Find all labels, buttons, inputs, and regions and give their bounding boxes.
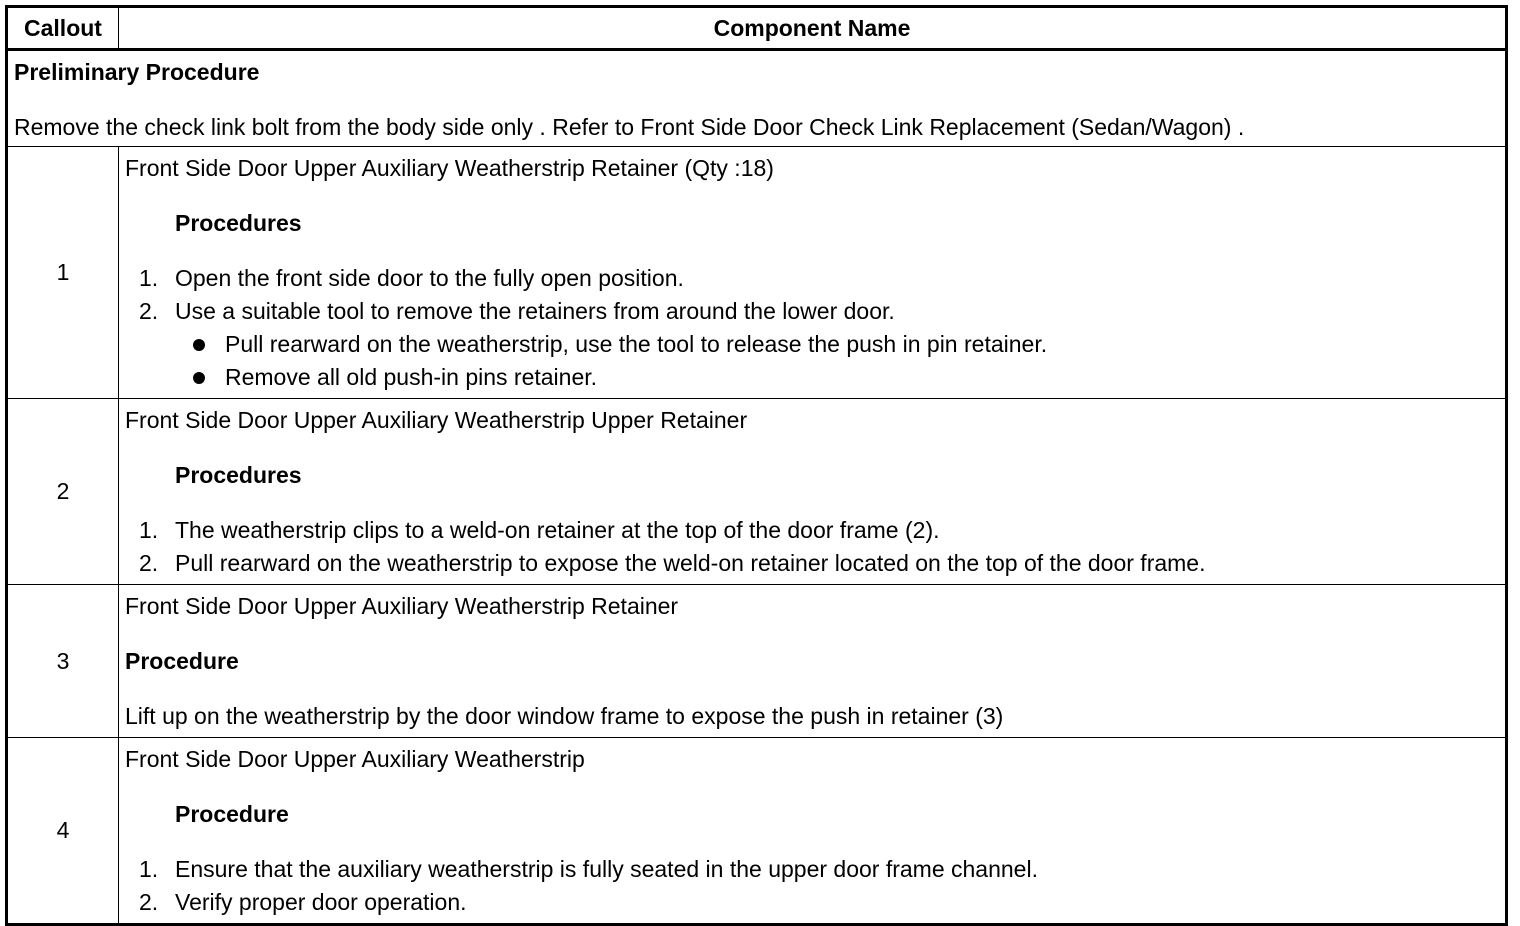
bullet-icon [193, 339, 205, 351]
step-text: Pull rearward on the weatherstrip to expose the weld-on retainer located on the top of the door frame. [175, 550, 1206, 576]
step-number: 2. [139, 550, 159, 576]
preliminary-title: Preliminary Procedure [14, 59, 260, 85]
list-item [125, 514, 1499, 547]
list-item [125, 853, 1499, 886]
component-name: Front Side Door Upper Auxiliary Weatherstrip [125, 746, 585, 772]
list-item [125, 295, 1499, 394]
list-item [175, 361, 1499, 394]
component-cell [119, 585, 1507, 738]
step-text: Use a suitable tool to remove the retainers from around the lower door. [175, 298, 895, 324]
callout-number: 1 [7, 147, 119, 399]
preliminary-text: Remove the check link bolt from the body side only . Refer to Front Side Door Check Link Replacement (Sedan/Wagon) . [14, 114, 1245, 140]
bullet-text: Pull rearward on the weatherstrip, use the tool to release the push in pin retainer. [225, 331, 1048, 357]
procedure-text: Lift up on the weatherstrip by the door window frame to expose the push in retainer (3) [125, 703, 1004, 729]
component-cell [119, 738, 1507, 925]
table-row [7, 147, 1507, 399]
step-list [125, 853, 1499, 919]
step-number: 1. [139, 265, 159, 291]
preliminary-cell [7, 50, 1507, 147]
component-name: Front Side Door Upper Auxiliary Weatherstrip Retainer (Qty :18) [125, 155, 774, 181]
table-row [7, 399, 1507, 585]
step-text: The weatherstrip clips to a weld-on retainer at the top of the door frame (2). [175, 517, 940, 543]
step-text: Open the front side door to the fully open position. [175, 265, 684, 291]
procedure-heading: Procedure [175, 801, 289, 827]
procedure-heading: Procedures [175, 462, 302, 488]
component-name: Front Side Door Upper Auxiliary Weatherstrip Retainer [125, 593, 679, 619]
step-number: 1. [139, 856, 159, 882]
table-row [7, 585, 1507, 738]
preliminary-row [7, 50, 1507, 147]
bullet-text: Remove all old push-in pins retainer. [225, 364, 598, 390]
step-number: 2. [139, 298, 159, 324]
component-cell [119, 147, 1507, 399]
callout-number: 4 [7, 738, 119, 925]
bullet-icon [193, 372, 205, 384]
step-number: 2. [139, 889, 159, 915]
step-list [125, 514, 1499, 580]
table-row [7, 738, 1507, 925]
list-item [125, 886, 1499, 919]
callout-column-header: Callout [7, 7, 119, 50]
procedure-heading: Procedure [125, 648, 239, 674]
step-text: Verify proper door operation. [175, 889, 467, 915]
component-name: Front Side Door Upper Auxiliary Weatherstrip Upper Retainer [125, 407, 748, 433]
step-list [125, 262, 1499, 394]
list-item [175, 328, 1499, 361]
list-item [125, 262, 1499, 295]
table-header-row [7, 7, 1507, 50]
procedure-heading: Procedures [175, 210, 302, 236]
callout-number: 2 [7, 399, 119, 585]
bullet-list [175, 328, 1499, 394]
list-item [125, 547, 1499, 580]
component-cell [119, 399, 1507, 585]
step-number: 1. [139, 517, 159, 543]
callout-number: 3 [7, 585, 119, 738]
component-name-column-header: Component Name [119, 7, 1507, 50]
step-text: Ensure that the auxiliary weatherstrip is fully seated in the upper door frame channel. [175, 856, 1038, 882]
component-table [5, 5, 1508, 926]
